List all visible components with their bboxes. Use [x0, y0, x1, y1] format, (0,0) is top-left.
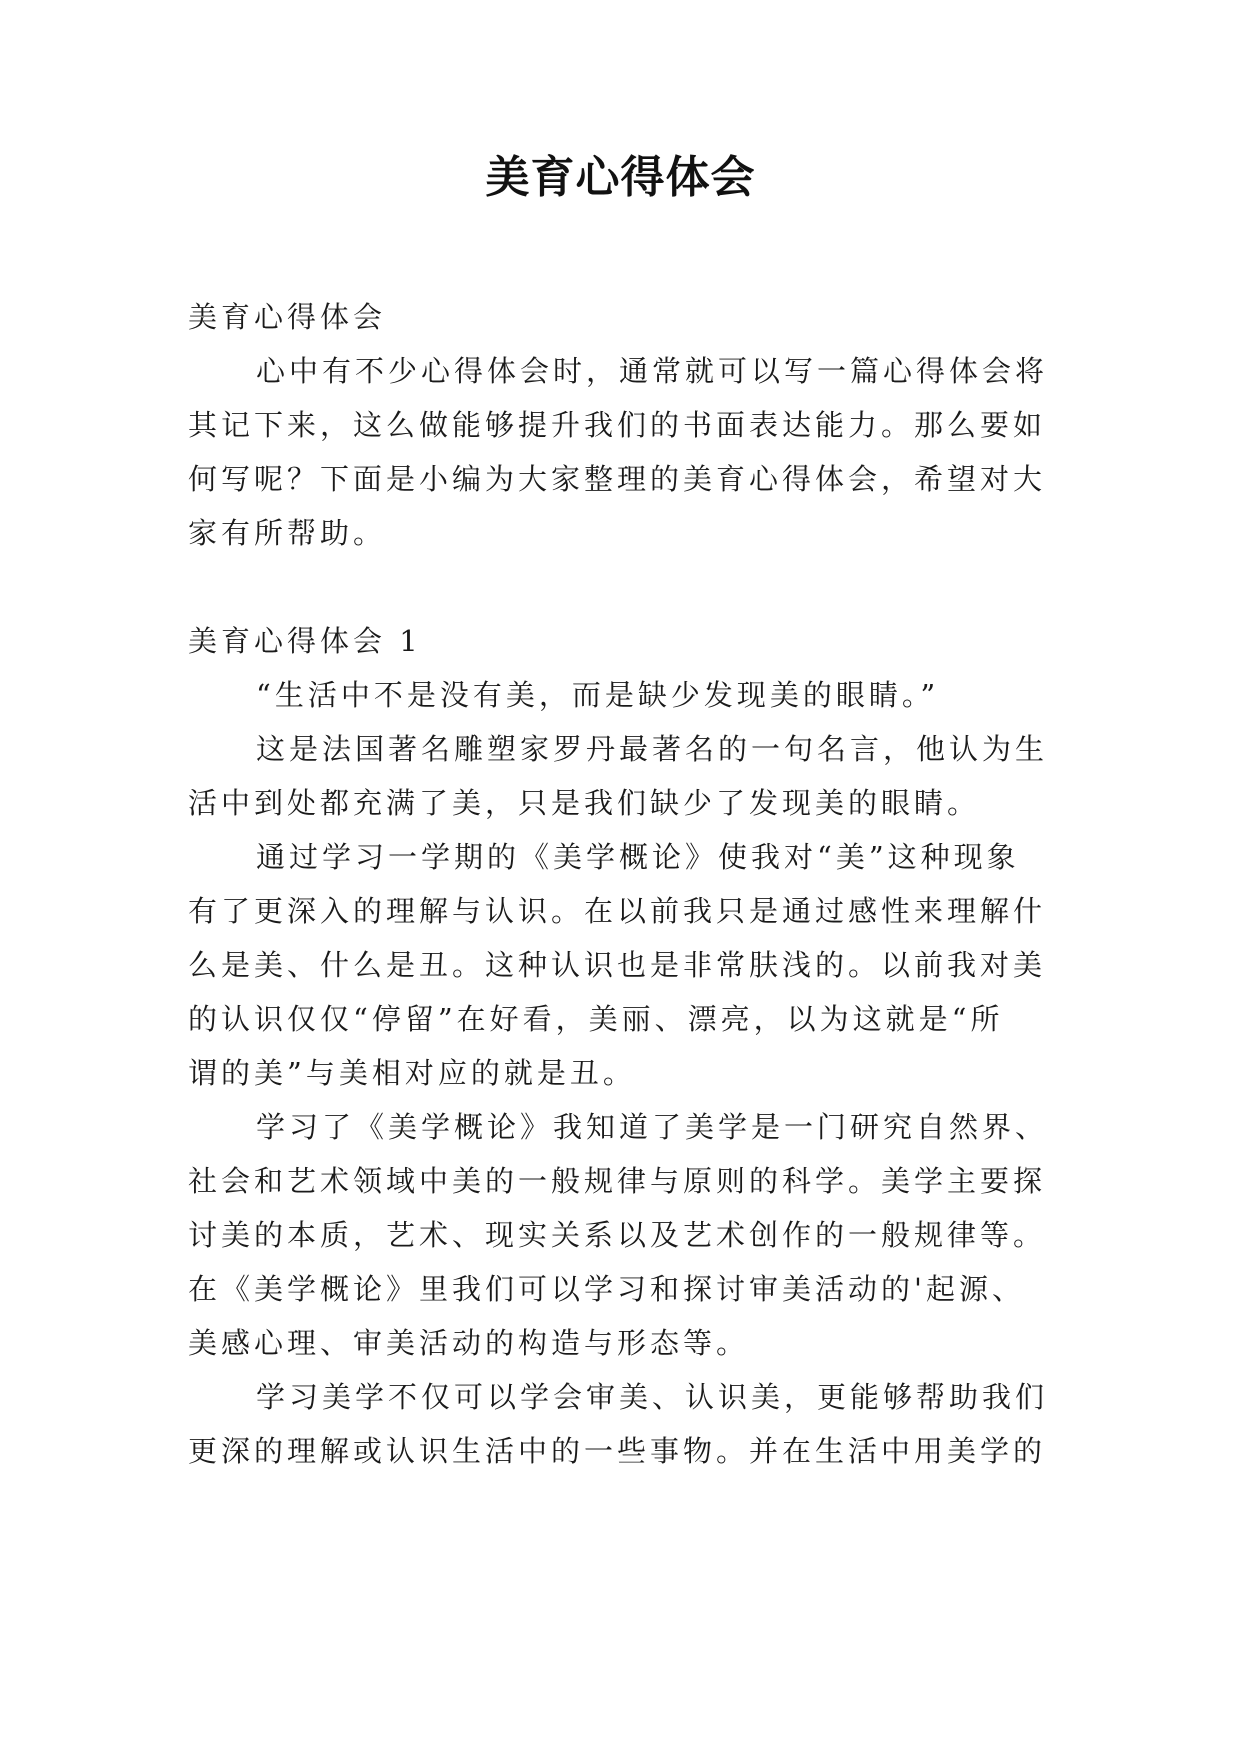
para1-line-2: 活中到处都充满了美，只是我们缺少了发现美的眼睛。 [188, 786, 981, 820]
para3-line-1: 学习了《美学概论》我知道了美学是一门研究自然界、 [256, 1110, 1049, 1144]
para2-line-1: 通过学习一学期的《美学概论》使我对“美”这种现象 [256, 840, 1020, 874]
para2-line-2: 有了更深入的理解与认识。在以前我只是通过感性来理解什 [188, 894, 1047, 928]
para4-line-1: 学习美学不仅可以学会审美、认识美，更能够帮助我们 [256, 1380, 1049, 1414]
quote-line: “生活中不是没有美，而是缺少发现美的眼睛。” [256, 678, 940, 712]
document-body [188, 290, 1058, 1478]
para2-line-5: 谓的美”与美相对应的就是丑。 [188, 1056, 636, 1090]
intro-line-4: 家有所帮助。 [188, 516, 387, 550]
para4-line-2: 更深的理解或认识生活中的一些事物。并在生活中用美学的 [188, 1434, 1047, 1468]
subtitle-line: 美育心得体会 [188, 300, 387, 334]
para3-line-4: 在《美学概论》里我们可以学习和探讨审美活动的'起源、 [188, 1272, 1025, 1306]
para2-line-4: 的认识仅仅“停留”在好看，美丽、漂亮，以为这就是“所 [188, 1002, 1004, 1036]
para1-line-1: 这是法国著名雕塑家罗丹最著名的一句名言，他认为生 [256, 732, 1049, 766]
intro-line-3: 何写呢？下面是小编为大家整理的美育心得体会，希望对大 [188, 462, 1047, 496]
section-heading-1: 美育心得体会 1 [188, 624, 422, 658]
para2-line-3: 么是美、什么是丑。这种认识也是非常肤浅的。以前我对美 [188, 948, 1047, 982]
para3-line-5: 美感心理、审美活动的构造与形态等。 [188, 1326, 750, 1360]
intro-line-2: 其记下来，这么做能够提升我们的书面表达能力。那么要如 [188, 408, 1047, 442]
para3-line-3: 讨美的本质，艺术、现实关系以及艺术创作的一般规律等。 [188, 1218, 1047, 1252]
para3-line-2: 社会和艺术领域中美的一般规律与原则的科学。美学主要探 [188, 1164, 1047, 1198]
intro-line-1: 心中有不少心得体会时，通常就可以写一篇心得体会将 [256, 354, 1049, 388]
paragraph-gap [188, 560, 1058, 614]
document-title: 美育心得体会 [485, 152, 756, 203]
